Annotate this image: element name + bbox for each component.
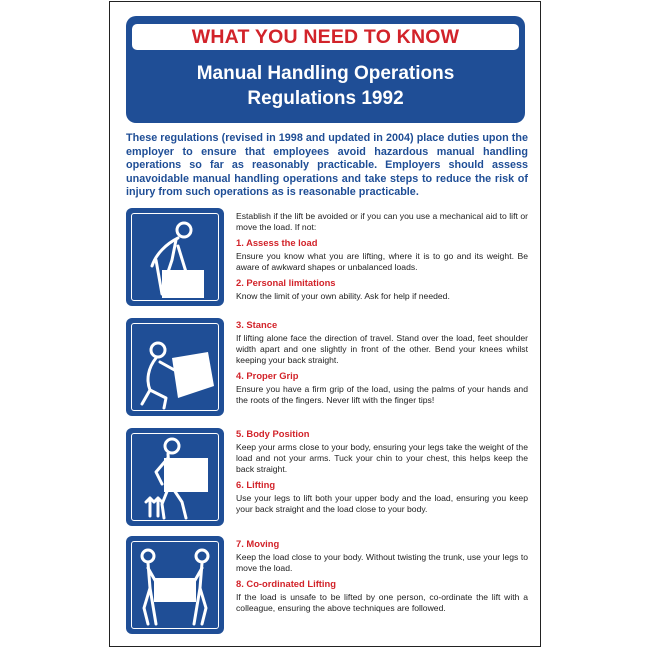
step-heading: 7. Moving <box>236 538 280 549</box>
section-1-lead: Establish if the lift be avoided or if you can you use a mechanical aid to lift or move the load. If not: <box>236 211 528 232</box>
header-banner <box>132 24 519 50</box>
step-heading: 5. Body Position <box>236 428 310 439</box>
safety-sign <box>109 1 541 647</box>
step-heading: 2. Personal limitations <box>236 277 336 288</box>
banner-text: WHAT YOU NEED TO KNOW <box>191 25 460 48</box>
step-text: Know the limit of your own ability. Ask for help if needed. <box>236 291 450 301</box>
person-bending-over-box-icon <box>126 208 224 306</box>
title-line-1: Manual Handling Operations <box>196 63 455 84</box>
person-crouching-gripping-box-icon <box>126 318 224 416</box>
step-text: Keep the load close to your body. Without twisting the trunk, use your legs to move the load. <box>236 552 528 573</box>
step-text: Ensure you know what you are lifting, where it is to go and its weight. Be aware of awkward shapes or unbalanced loads. <box>236 251 528 272</box>
step-heading: 3. Stance <box>236 319 278 330</box>
step-heading: 1. Assess the load <box>236 237 318 248</box>
step-text: If lifting alone face the direction of travel. Stand over the load, feet shoulder width apart and one slightly in front of the other. Bend your knees whilst keeping your back straight. <box>236 333 528 365</box>
section-2 <box>236 319 528 410</box>
header-panel <box>126 16 525 123</box>
title-line-2: Regulations 1992 <box>247 88 404 109</box>
section-4 <box>236 538 528 618</box>
section-3 <box>236 428 528 519</box>
person-lifting-box-icon <box>126 428 224 526</box>
step-text: If the load is unsafe to be lifted by one person, co-ordinate the lift with a colleague, ensuring the above techniques are followed. <box>236 592 528 613</box>
two-people-carrying-box-icon <box>126 536 224 634</box>
step-heading: 8. Co-ordinated Lifting <box>236 578 336 589</box>
intro-paragraph: These regulations (revised in 1998 and updated in 2004) place duties upon the employer to ensure that employees avoid hazardous manual handling operations so far as reasonably practicable. Employers should assess unavoidable manual handling operations and take steps to reduce the risk of injury from such operations as is reasonable practicable. <box>126 132 528 199</box>
step-text: Keep your arms close to your body, ensuring your legs take the weight of the load and not your arms. Tuck your chin to your chest, this helps keep the back straight. <box>236 442 528 474</box>
step-text: Use your legs to lift both your upper body and the load, ensuring you keep your back straight and the load close to your body. <box>236 493 528 514</box>
step-heading: 4. Proper Grip <box>236 370 299 381</box>
page-title <box>126 61 525 111</box>
step-text: Ensure you have a firm grip of the load, using the palms of your hands and the roots of the fingers. Never lift with the finger tips! <box>236 384 528 405</box>
section-1 <box>236 211 528 306</box>
step-heading: 6. Lifting <box>236 479 276 490</box>
